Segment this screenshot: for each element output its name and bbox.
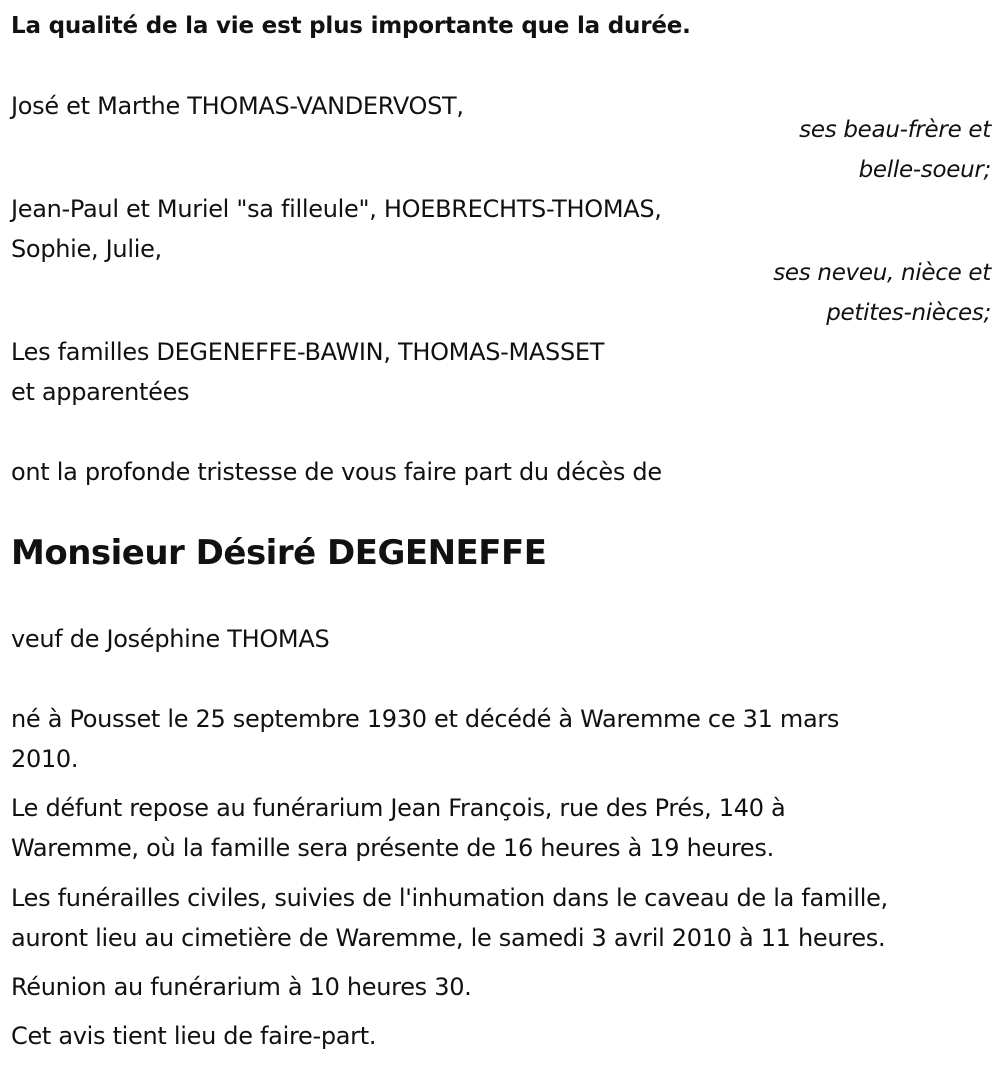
family-group-3-names-line2: et apparentées: [11, 378, 190, 406]
birth-death-line1: né à Pousset le 25 septembre 1930 et décédé à Waremme ce 31 mars: [11, 705, 840, 733]
family-group-2-names-line1: Jean-Paul et Muriel "sa filleule", HOEBRECHTS-THOMAS,: [11, 195, 662, 223]
family-group-2-relation: [773, 253, 991, 333]
widow-of-text: veuf de Joséphine THOMAS: [11, 625, 330, 653]
funeral-line1: Les funérailles civiles, suivies de l'inhumation dans le caveau de la famille,: [11, 884, 888, 912]
meeting-text: Réunion au funérarium à 10 heures 30.: [11, 973, 472, 1001]
family-group-2-names-line2: Sophie, Julie,: [11, 235, 162, 263]
family-group-2-relation-line2: petites-nièces;: [826, 300, 991, 326]
widow-of: [11, 619, 991, 659]
family-group-1-names: José et Marthe THOMAS-VANDERVOST,: [11, 92, 464, 120]
announcement: [11, 452, 991, 492]
funeral-paragraph: [11, 878, 991, 958]
family-group-1-relation-line2: belle-soeur;: [858, 157, 991, 183]
motto-heading: La qualité de la vie est plus importante que la durée.: [11, 13, 691, 39]
rest-paragraph: [11, 788, 991, 868]
birth-death-line2: 2010.: [11, 745, 79, 773]
announcement-text: ont la profonde tristesse de vous faire part du décès de: [11, 458, 662, 486]
family-group-1-relation-line1: ses beau-frère et: [799, 117, 991, 143]
rest-line2: Waremme, où la famille sera présente de 16 heures à 19 heures.: [11, 834, 774, 862]
rest-line1: Le défunt repose au funérarium Jean François, rue des Prés, 140 à: [11, 794, 786, 822]
family-group-3-names-line1: Les familles DEGENEFFE-BAWIN, THOMAS-MASSET: [11, 338, 605, 366]
funeral-line2: auront lieu au cimetière de Waremme, le samedi 3 avril 2010 à 11 heures.: [11, 924, 886, 952]
closing-text: Cet avis tient lieu de faire-part.: [11, 1022, 377, 1050]
family-group-2-relation-line1: ses neveu, nièce et: [773, 260, 991, 286]
deceased-name: Monsieur Désiré DEGENEFFE: [11, 533, 547, 573]
family-group-3: [11, 332, 991, 412]
birth-death-paragraph: [11, 699, 991, 779]
meeting-paragraph: [11, 967, 991, 1007]
closing-paragraph: [11, 1016, 991, 1056]
family-group-1-relation: [799, 110, 991, 190]
